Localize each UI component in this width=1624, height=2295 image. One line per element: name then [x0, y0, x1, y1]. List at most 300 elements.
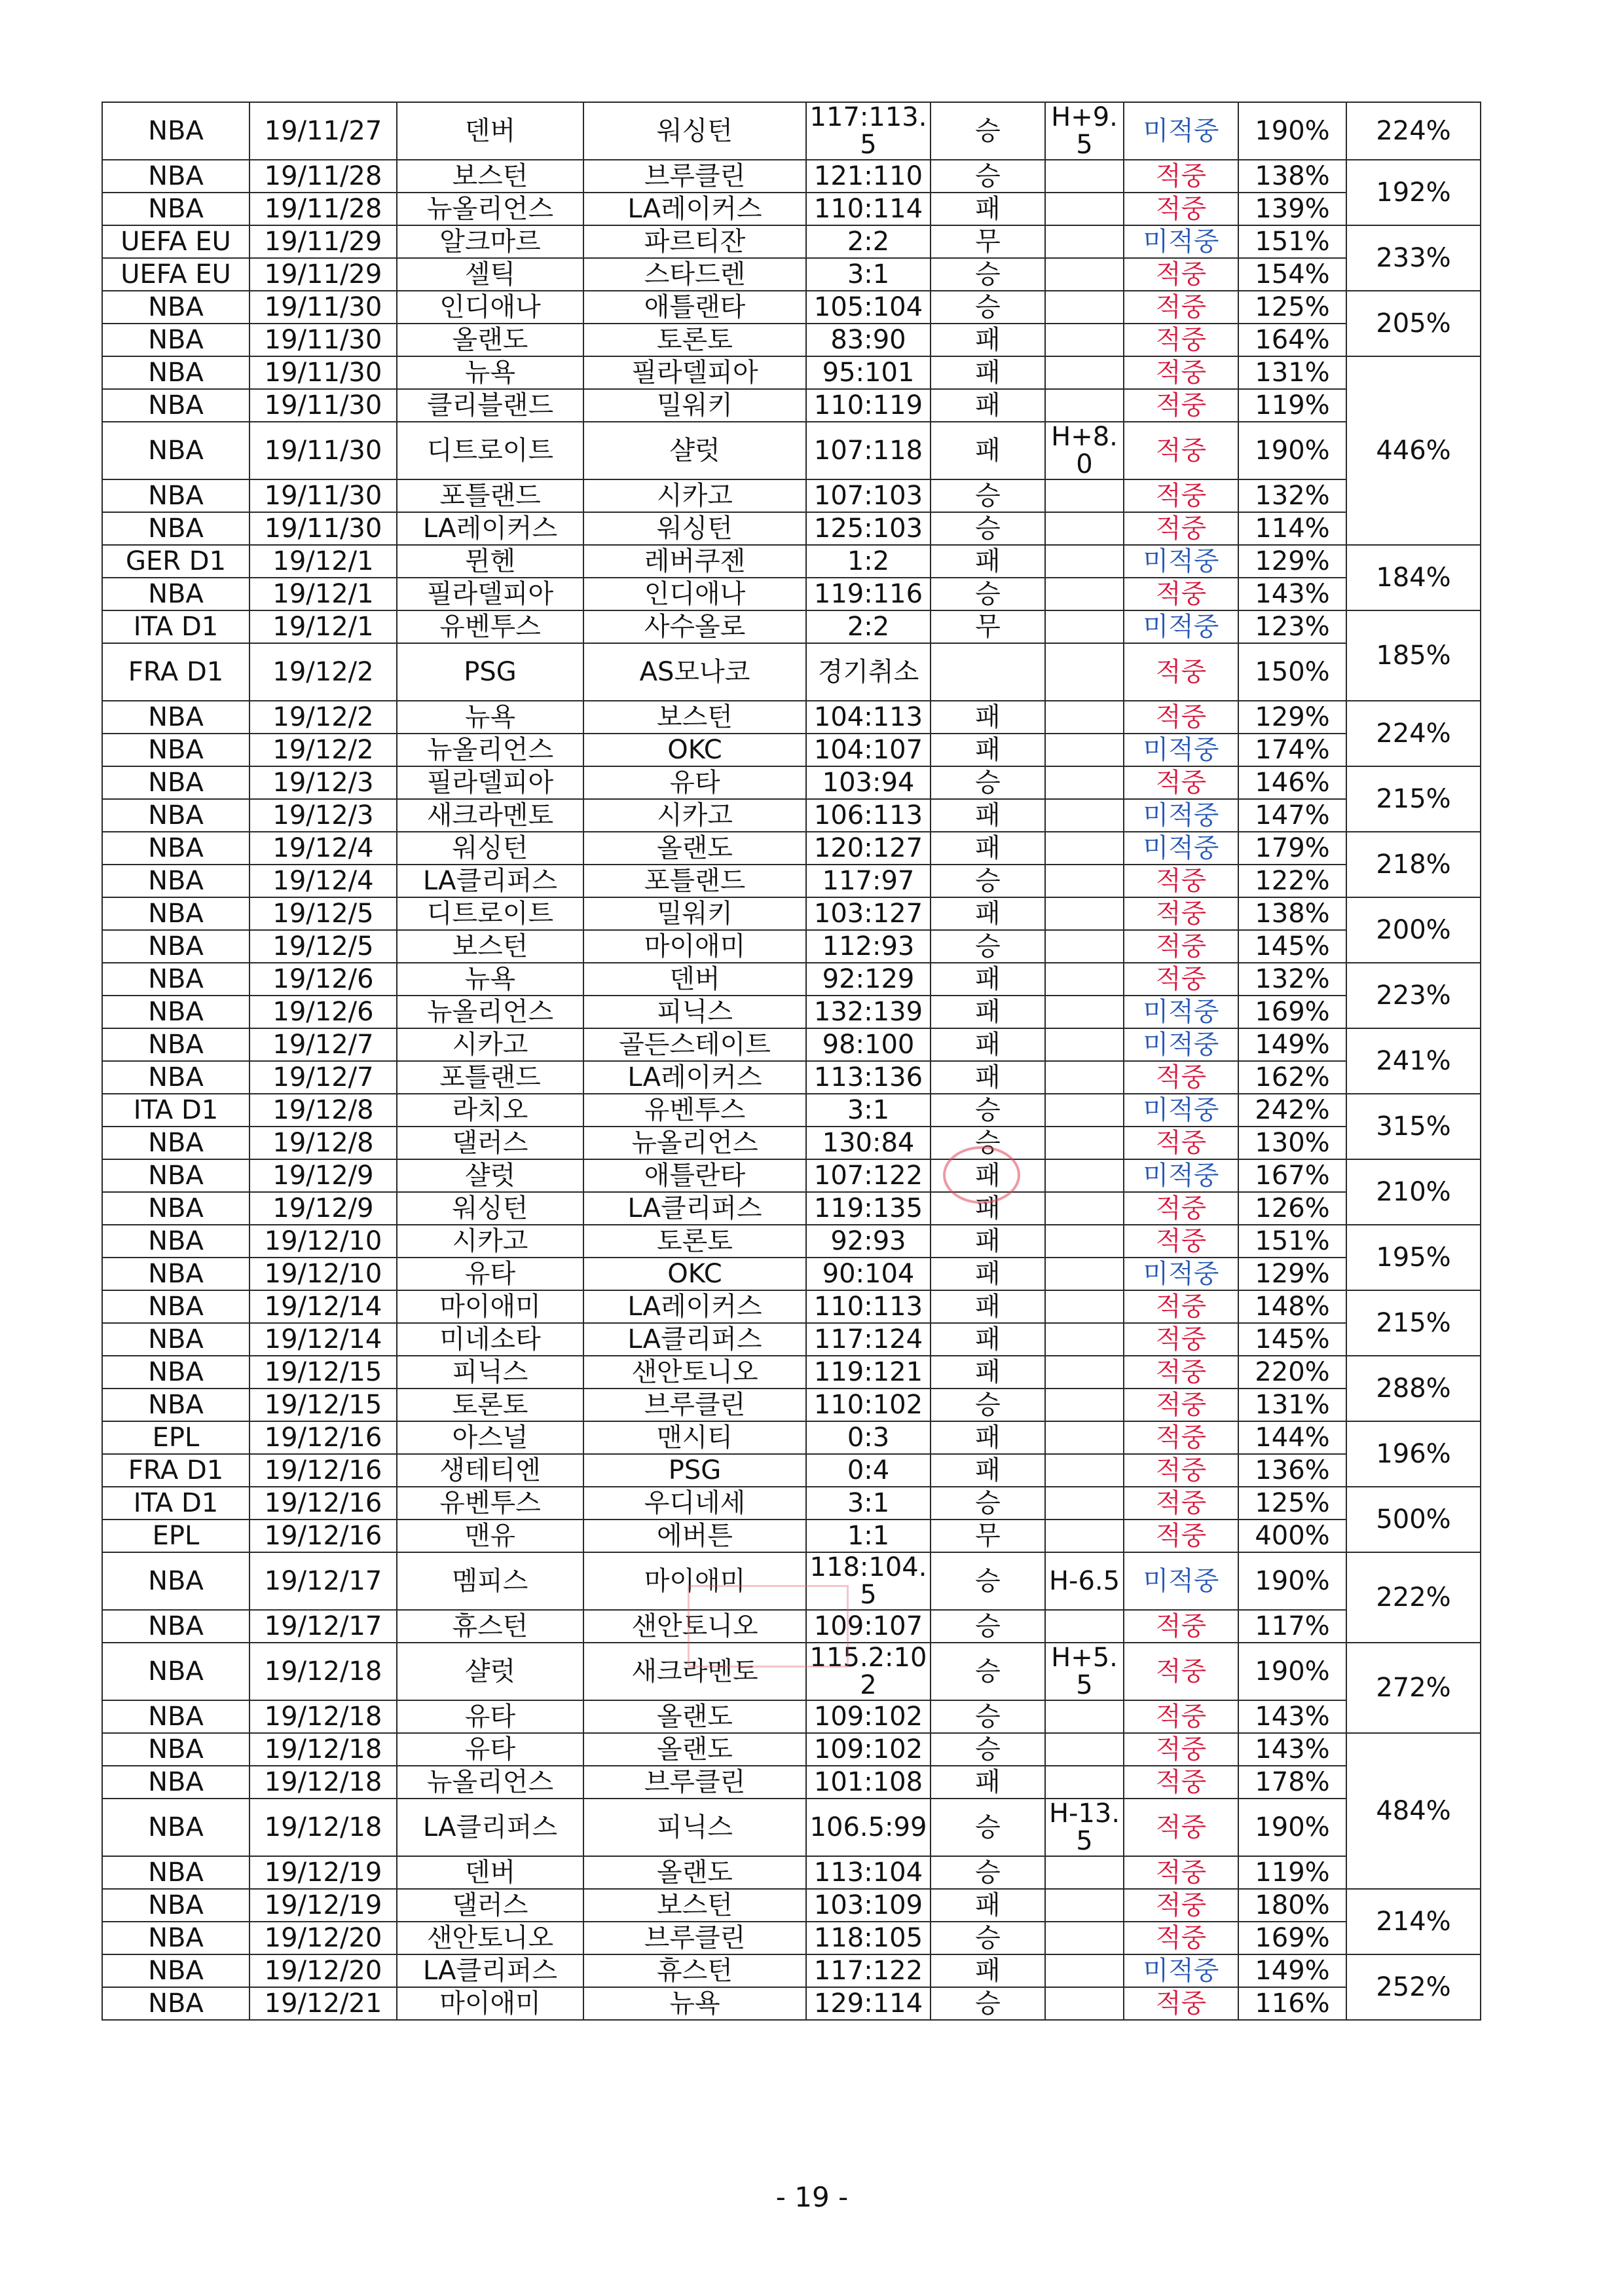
combo-rate-cell: 185%: [1346, 610, 1481, 701]
league-cell: NBA: [102, 865, 249, 897]
odds-cell: 122%: [1238, 865, 1346, 897]
result-cell: 패: [931, 1454, 1045, 1487]
result-cell: 승: [931, 1922, 1045, 1954]
league-cell: UEFA EU: [102, 258, 249, 291]
away-team-cell: 시카고: [583, 799, 806, 832]
league-cell: FRA D1: [102, 1454, 249, 1487]
date-cell: 19/12/3: [249, 799, 397, 832]
date-cell: 19/12/14: [249, 1323, 397, 1356]
odds-cell: 143%: [1238, 1733, 1346, 1766]
result-cell: 패: [931, 1192, 1045, 1225]
handicap-cell: [1045, 1389, 1124, 1421]
away-team-cell: 올랜도: [583, 832, 806, 865]
score-cell: 119:135: [806, 1192, 931, 1225]
home-team-cell: 샬럿: [397, 1643, 583, 1700]
red-seal-stamp: [943, 1146, 1020, 1204]
status-cell: 적중: [1124, 1389, 1238, 1421]
score-cell: 119:116: [806, 578, 931, 610]
away-team-cell: 브루클린: [583, 1766, 806, 1799]
combo-rate-cell: 222%: [1346, 1552, 1481, 1643]
handicap-cell: [1045, 1856, 1124, 1889]
status-cell: 적중: [1124, 643, 1238, 701]
handicap-cell: [1045, 1323, 1124, 1356]
handicap-cell: [1045, 799, 1124, 832]
result-cell: 패: [931, 389, 1045, 422]
status-cell: 적중: [1124, 1987, 1238, 2020]
odds-cell: 167%: [1238, 1159, 1346, 1192]
home-team-cell: PSG: [397, 643, 583, 701]
league-cell: NBA: [102, 1028, 249, 1061]
handicap-cell: H+8.0: [1045, 422, 1124, 479]
status-cell: 적중: [1124, 356, 1238, 389]
result-cell: 패: [931, 1766, 1045, 1799]
score-cell: 90:104: [806, 1258, 931, 1290]
away-team-cell: 우디네세: [583, 1487, 806, 1520]
handicap-cell: [1045, 1700, 1124, 1733]
table-row: [102, 1028, 1481, 1061]
score-cell: 경기취소: [806, 643, 931, 701]
handicap-cell: [1045, 610, 1124, 643]
status-cell: 적중: [1124, 578, 1238, 610]
result-cell: 패: [931, 1421, 1045, 1454]
table-row: [102, 1159, 1481, 1192]
result-cell: 무: [931, 1520, 1045, 1552]
away-team-cell: 맨시티: [583, 1421, 806, 1454]
result-cell: 승: [931, 1733, 1045, 1766]
status-cell: 적중: [1124, 1889, 1238, 1922]
handicap-cell: [1045, 1610, 1124, 1643]
status-cell: 미적중: [1124, 610, 1238, 643]
home-team-cell: 유벤투스: [397, 610, 583, 643]
away-team-cell: 필라델피아: [583, 356, 806, 389]
table-row: [102, 1799, 1481, 1856]
date-cell: 19/12/1: [249, 610, 397, 643]
handicap-cell: [1045, 1258, 1124, 1290]
odds-cell: 117%: [1238, 1610, 1346, 1643]
result-cell: 승: [931, 1700, 1045, 1733]
handicap-cell: [1045, 193, 1124, 225]
result-cell: 패: [931, 193, 1045, 225]
league-cell: NBA: [102, 1225, 249, 1258]
date-cell: 19/12/16: [249, 1421, 397, 1454]
odds-cell: 169%: [1238, 996, 1346, 1028]
status-cell: 적중: [1124, 1127, 1238, 1159]
home-team-cell: 디트로이트: [397, 422, 583, 479]
date-cell: 19/11/30: [249, 512, 397, 545]
away-team-cell: 사수올로: [583, 610, 806, 643]
handicap-cell: [1045, 1766, 1124, 1799]
home-team-cell: LA클리퍼스: [397, 1954, 583, 1987]
league-cell: NBA: [102, 897, 249, 930]
handicap-cell: [1045, 1421, 1124, 1454]
score-cell: 3:1: [806, 258, 931, 291]
combo-rate-cell: 215%: [1346, 1290, 1481, 1356]
away-team-cell: 휴스턴: [583, 1954, 806, 1987]
table-row: [102, 389, 1481, 422]
status-cell: 적중: [1124, 324, 1238, 356]
odds-cell: 129%: [1238, 545, 1346, 578]
score-cell: 113:136: [806, 1061, 931, 1094]
league-cell: NBA: [102, 1643, 249, 1700]
away-team-cell: 레버쿠젠: [583, 545, 806, 578]
home-team-cell: 뉴욕: [397, 963, 583, 996]
away-team-cell: 인디애나: [583, 578, 806, 610]
date-cell: 19/12/7: [249, 1028, 397, 1061]
odds-cell: 145%: [1238, 1323, 1346, 1356]
home-team-cell: 피닉스: [397, 1356, 583, 1389]
league-cell: NBA: [102, 734, 249, 766]
score-cell: 92:93: [806, 1225, 931, 1258]
away-team-cell: 에버튼: [583, 1520, 806, 1552]
home-team-cell: 뉴올리언스: [397, 193, 583, 225]
league-cell: NBA: [102, 102, 249, 160]
away-team-cell: 포틀랜드: [583, 865, 806, 897]
status-cell: 미적중: [1124, 1094, 1238, 1127]
score-cell: 119:121: [806, 1356, 931, 1389]
combo-rate-cell: 196%: [1346, 1421, 1481, 1487]
date-cell: 19/12/16: [249, 1520, 397, 1552]
odds-cell: 132%: [1238, 963, 1346, 996]
combo-rate-cell: 184%: [1346, 545, 1481, 610]
table-row: [102, 930, 1481, 963]
odds-cell: 139%: [1238, 193, 1346, 225]
result-cell: 승: [931, 1987, 1045, 2020]
away-team-cell: 마이애미: [583, 930, 806, 963]
away-team-cell: 브루클린: [583, 1389, 806, 1421]
away-team-cell: 유타: [583, 766, 806, 799]
league-cell: NBA: [102, 1323, 249, 1356]
handicap-cell: [1045, 545, 1124, 578]
away-team-cell: PSG: [583, 1454, 806, 1487]
status-cell: 적중: [1124, 1454, 1238, 1487]
score-cell: 110:119: [806, 389, 931, 422]
odds-cell: 119%: [1238, 1856, 1346, 1889]
date-cell: 19/11/29: [249, 258, 397, 291]
status-cell: 적중: [1124, 160, 1238, 193]
league-cell: NBA: [102, 1700, 249, 1733]
date-cell: 19/12/8: [249, 1094, 397, 1127]
league-cell: NBA: [102, 930, 249, 963]
away-team-cell: 피닉스: [583, 996, 806, 1028]
table-row: [102, 1987, 1481, 2020]
league-cell: NBA: [102, 1552, 249, 1610]
odds-cell: 190%: [1238, 1552, 1346, 1610]
score-cell: 104:107: [806, 734, 931, 766]
league-cell: NBA: [102, 766, 249, 799]
league-cell: NBA: [102, 1061, 249, 1094]
handicap-cell: [1045, 1061, 1124, 1094]
date-cell: 19/12/2: [249, 701, 397, 734]
home-team-cell: 뉴올리언스: [397, 734, 583, 766]
date-cell: 19/11/30: [249, 479, 397, 512]
handicap-cell: [1045, 1987, 1124, 2020]
home-team-cell: 알크마르: [397, 225, 583, 258]
handicap-cell: [1045, 389, 1124, 422]
odds-cell: 130%: [1238, 1127, 1346, 1159]
table-row: [102, 1421, 1481, 1454]
result-cell: 패: [931, 1356, 1045, 1389]
score-cell: 3:1: [806, 1094, 931, 1127]
home-team-cell: 덴버: [397, 102, 583, 160]
handicap-cell: [1045, 1487, 1124, 1520]
status-cell: 적중: [1124, 512, 1238, 545]
handicap-cell: [1045, 356, 1124, 389]
score-cell: 92:129: [806, 963, 931, 996]
league-cell: NBA: [102, 799, 249, 832]
date-cell: 19/12/15: [249, 1356, 397, 1389]
home-team-cell: 보스턴: [397, 160, 583, 193]
odds-cell: 114%: [1238, 512, 1346, 545]
away-team-cell: 샌안토니오: [583, 1610, 806, 1643]
handicap-cell: [1045, 1225, 1124, 1258]
combo-rate-cell: 500%: [1346, 1487, 1481, 1552]
odds-cell: 164%: [1238, 324, 1346, 356]
table-row: [102, 1454, 1481, 1487]
odds-cell: 123%: [1238, 610, 1346, 643]
odds-cell: 144%: [1238, 1421, 1346, 1454]
date-cell: 19/12/18: [249, 1643, 397, 1700]
home-team-cell: 포틀랜드: [397, 1061, 583, 1094]
date-cell: 19/11/30: [249, 291, 397, 324]
date-cell: 19/12/4: [249, 832, 397, 865]
date-cell: 19/12/16: [249, 1487, 397, 1520]
score-cell: 129:114: [806, 1987, 931, 2020]
table-row: [102, 643, 1481, 701]
date-cell: 19/12/10: [249, 1258, 397, 1290]
home-team-cell: 댈러스: [397, 1889, 583, 1922]
result-cell: [931, 643, 1045, 701]
combo-rate-cell: 233%: [1346, 225, 1481, 291]
result-cell: 패: [931, 996, 1045, 1028]
combo-rate-cell: 224%: [1346, 701, 1481, 766]
away-team-cell: 브루클린: [583, 1922, 806, 1954]
league-cell: UEFA EU: [102, 225, 249, 258]
away-team-cell: 애틀란타: [583, 1159, 806, 1192]
away-team-cell: 시카고: [583, 479, 806, 512]
result-cell: 승: [931, 1856, 1045, 1889]
table-row: [102, 996, 1481, 1028]
odds-cell: 131%: [1238, 1389, 1346, 1421]
score-cell: 117:97: [806, 865, 931, 897]
date-cell: 19/12/18: [249, 1733, 397, 1766]
away-team-cell: OKC: [583, 734, 806, 766]
home-team-cell: 맨유: [397, 1520, 583, 1552]
result-cell: 승: [931, 512, 1045, 545]
odds-cell: 149%: [1238, 1954, 1346, 1987]
result-cell: 패: [931, 1290, 1045, 1323]
date-cell: 19/12/20: [249, 1922, 397, 1954]
league-cell: NBA: [102, 1389, 249, 1421]
handicap-cell: [1045, 258, 1124, 291]
date-cell: 19/11/29: [249, 225, 397, 258]
score-cell: 106.5:99: [806, 1799, 931, 1856]
score-cell: 110:113: [806, 1290, 931, 1323]
result-cell: 패: [931, 1225, 1045, 1258]
result-cell: 승: [931, 1487, 1045, 1520]
result-cell: 승: [931, 258, 1045, 291]
away-team-cell: 토론토: [583, 324, 806, 356]
league-cell: NBA: [102, 1258, 249, 1290]
score-cell: 132:139: [806, 996, 931, 1028]
league-cell: NBA: [102, 1159, 249, 1192]
table-row: [102, 1856, 1481, 1889]
table-row: [102, 610, 1481, 643]
status-cell: 적중: [1124, 897, 1238, 930]
combo-rate-cell: 484%: [1346, 1733, 1481, 1889]
score-cell: 117:122: [806, 1954, 931, 1987]
result-cell: 패: [931, 1954, 1045, 1987]
status-cell: 미적중: [1124, 799, 1238, 832]
score-cell: 118:105: [806, 1922, 931, 1954]
bet-history-table: [101, 102, 1481, 2021]
date-cell: 19/12/8: [249, 1127, 397, 1159]
score-cell: 104:113: [806, 701, 931, 734]
date-cell: 19/12/9: [249, 1159, 397, 1192]
home-team-cell: 유타: [397, 1700, 583, 1733]
odds-cell: 126%: [1238, 1192, 1346, 1225]
score-cell: 105:104: [806, 291, 931, 324]
result-cell: 승: [931, 102, 1045, 160]
league-cell: GER D1: [102, 545, 249, 578]
away-team-cell: 피닉스: [583, 1799, 806, 1856]
status-cell: 미적중: [1124, 734, 1238, 766]
handicap-cell: [1045, 930, 1124, 963]
combo-rate-cell: 210%: [1346, 1159, 1481, 1225]
home-team-cell: LA레이커스: [397, 512, 583, 545]
result-cell: 승: [931, 1127, 1045, 1159]
combo-rate-cell: 288%: [1346, 1356, 1481, 1421]
result-cell: 승: [931, 160, 1045, 193]
result-cell: 승: [931, 1389, 1045, 1421]
league-cell: NBA: [102, 578, 249, 610]
league-cell: ITA D1: [102, 1094, 249, 1127]
league-cell: NBA: [102, 479, 249, 512]
table-row: [102, 324, 1481, 356]
home-team-cell: 필라델피아: [397, 578, 583, 610]
league-cell: NBA: [102, 160, 249, 193]
status-cell: 미적중: [1124, 996, 1238, 1028]
status-cell: 미적중: [1124, 1552, 1238, 1610]
table-row: [102, 1192, 1481, 1225]
status-cell: 적중: [1124, 479, 1238, 512]
status-cell: 미적중: [1124, 225, 1238, 258]
home-team-cell: 생테티엔: [397, 1454, 583, 1487]
home-team-cell: 셀틱: [397, 258, 583, 291]
away-team-cell: 워싱턴: [583, 512, 806, 545]
odds-cell: 151%: [1238, 225, 1346, 258]
score-cell: 117:124: [806, 1323, 931, 1356]
table-row: [102, 258, 1481, 291]
odds-cell: 154%: [1238, 258, 1346, 291]
home-team-cell: 인디애나: [397, 291, 583, 324]
table-row: [102, 578, 1481, 610]
date-cell: 19/12/7: [249, 1061, 397, 1094]
league-cell: NBA: [102, 1733, 249, 1766]
handicap-cell: [1045, 996, 1124, 1028]
combo-rate-cell: 192%: [1346, 160, 1481, 225]
combo-rate-cell: 205%: [1346, 291, 1481, 356]
league-cell: NBA: [102, 1856, 249, 1889]
combo-rate-cell: 218%: [1346, 832, 1481, 897]
league-cell: NBA: [102, 324, 249, 356]
away-team-cell: 워싱턴: [583, 102, 806, 160]
handicap-cell: [1045, 766, 1124, 799]
faint-stamp-mark: [688, 1585, 849, 1668]
odds-cell: 242%: [1238, 1094, 1346, 1127]
score-cell: 130:84: [806, 1127, 931, 1159]
odds-cell: 150%: [1238, 643, 1346, 701]
odds-cell: 190%: [1238, 1643, 1346, 1700]
odds-cell: 143%: [1238, 578, 1346, 610]
home-team-cell: 시카고: [397, 1028, 583, 1061]
score-cell: 103:94: [806, 766, 931, 799]
status-cell: 적중: [1124, 1733, 1238, 1766]
league-cell: NBA: [102, 356, 249, 389]
odds-cell: 162%: [1238, 1061, 1346, 1094]
combo-rate-cell: 223%: [1346, 963, 1481, 1028]
result-cell: 무: [931, 225, 1045, 258]
odds-cell: 143%: [1238, 1700, 1346, 1733]
table-row: [102, 545, 1481, 578]
handicap-cell: [1045, 963, 1124, 996]
home-team-cell: 덴버: [397, 1856, 583, 1889]
table-row: [102, 356, 1481, 389]
away-team-cell: 뉴욕: [583, 1987, 806, 2020]
away-team-cell: 애틀랜타: [583, 291, 806, 324]
handicap-cell: H-13.5: [1045, 1799, 1124, 1856]
result-cell: 승: [931, 1552, 1045, 1610]
result-cell: 승: [931, 479, 1045, 512]
status-cell: 적중: [1124, 1356, 1238, 1389]
table-row: [102, 1733, 1481, 1766]
league-cell: NBA: [102, 512, 249, 545]
home-team-cell: 새크라멘토: [397, 799, 583, 832]
league-cell: NBA: [102, 701, 249, 734]
handicap-cell: [1045, 1356, 1124, 1389]
odds-cell: 125%: [1238, 1487, 1346, 1520]
status-cell: 적중: [1124, 1520, 1238, 1552]
status-cell: 미적중: [1124, 1159, 1238, 1192]
status-cell: 적중: [1124, 193, 1238, 225]
handicap-cell: [1045, 734, 1124, 766]
league-cell: NBA: [102, 832, 249, 865]
date-cell: 19/12/16: [249, 1454, 397, 1487]
handicap-cell: [1045, 324, 1124, 356]
result-cell: 패: [931, 1061, 1045, 1094]
date-cell: 19/12/4: [249, 865, 397, 897]
betting-record-sheet: [101, 102, 1480, 2021]
league-cell: ITA D1: [102, 1487, 249, 1520]
away-team-cell: 골든스테이트: [583, 1028, 806, 1061]
score-cell: 117:113.5: [806, 102, 931, 160]
home-team-cell: 마이애미: [397, 1290, 583, 1323]
odds-cell: 129%: [1238, 701, 1346, 734]
result-cell: 패: [931, 701, 1045, 734]
handicap-cell: [1045, 1889, 1124, 1922]
handicap-cell: [1045, 1290, 1124, 1323]
home-team-cell: 미네소타: [397, 1323, 583, 1356]
score-cell: 107:122: [806, 1159, 931, 1192]
away-team-cell: 파르티잔: [583, 225, 806, 258]
date-cell: 19/11/30: [249, 356, 397, 389]
table-row: [102, 832, 1481, 865]
home-team-cell: 멤피스: [397, 1552, 583, 1610]
date-cell: 19/11/28: [249, 160, 397, 193]
handicap-cell: [1045, 643, 1124, 701]
result-cell: 패: [931, 1159, 1045, 1192]
score-cell: 103:127: [806, 897, 931, 930]
home-team-cell: 유타: [397, 1733, 583, 1766]
